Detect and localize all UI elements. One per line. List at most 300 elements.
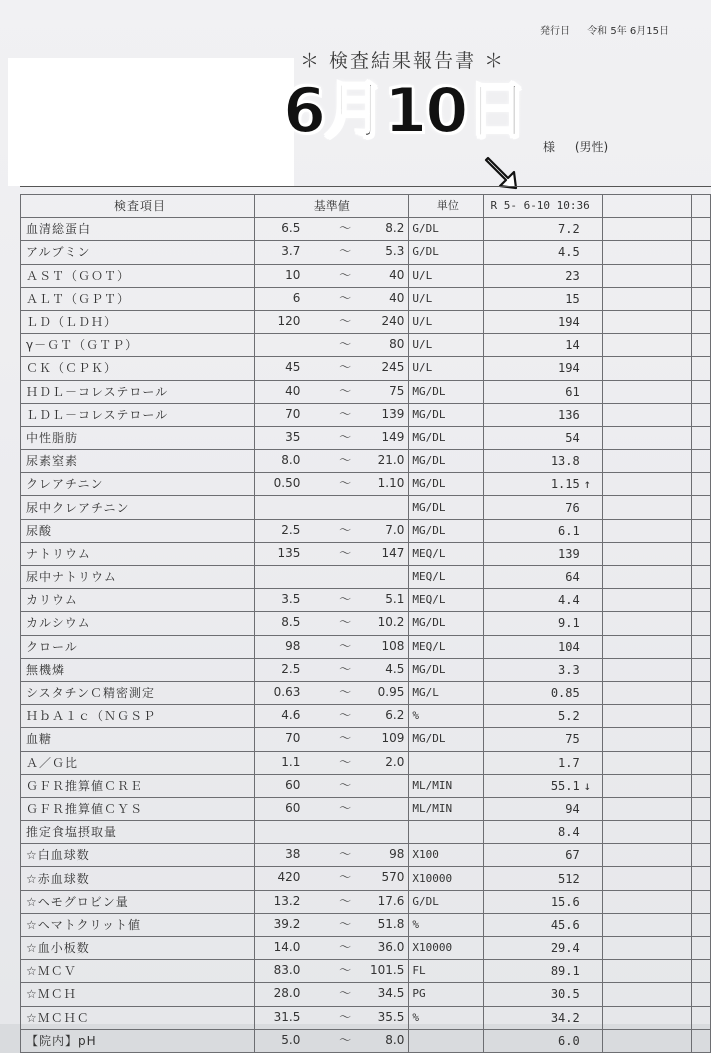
reference-range [255, 380, 409, 403]
ref-high: 35.5 [377, 1009, 405, 1024]
col-ref-header: 基準値 [255, 195, 409, 218]
result-cell [484, 334, 602, 357]
result-cell [484, 821, 602, 844]
empty-cell [602, 728, 691, 751]
table-row [21, 450, 711, 473]
empty-cell [602, 635, 691, 658]
result-cell [484, 310, 602, 333]
table-row [21, 589, 711, 612]
ref-low: 2.5 [281, 661, 301, 676]
test-name: 尿酸 [21, 519, 255, 542]
result-cell [484, 797, 602, 820]
reference-range [255, 1006, 409, 1029]
ref-tilde: ～ [339, 684, 352, 699]
empty-cell [602, 797, 691, 820]
empty-cell [691, 380, 710, 403]
results-table [20, 194, 711, 1053]
unit: MEQ/L [409, 566, 484, 589]
unit [409, 751, 484, 774]
ref-tilde: ～ [339, 777, 352, 792]
redacted-patient-box [8, 58, 294, 186]
ref-low: 38 [285, 847, 301, 862]
result-cell [484, 287, 602, 310]
result-value: 3.3 [558, 662, 580, 677]
unit: MEQ/L [409, 635, 484, 658]
result-value: 1.15 [550, 477, 580, 492]
result-value: 61 [565, 384, 580, 399]
empty-cell [602, 566, 691, 589]
reference-range [255, 751, 409, 774]
reference-range [255, 844, 409, 867]
reference-range [255, 1029, 409, 1052]
reference-range [255, 542, 409, 565]
ref-low: 3.5 [281, 592, 301, 607]
reference-range [255, 681, 409, 704]
result-cell [484, 681, 602, 704]
test-name: ＬＤＬ－コレステロール [21, 403, 255, 426]
test-name: ☆ヘモグロビン量 [21, 890, 255, 913]
ref-high: 10.2 [377, 615, 405, 630]
ref-low: 70 [285, 406, 301, 421]
ref-high: 51.8 [377, 916, 405, 931]
ref-high: 5.1 [385, 592, 405, 607]
test-name: シスタチンＣ精密測定 [21, 681, 255, 704]
result-value: 15 [565, 291, 580, 306]
reference-range [255, 913, 409, 936]
empty-cell [691, 566, 710, 589]
table-row [21, 542, 711, 565]
ref-high: 80 [389, 337, 405, 352]
ref-high: 98 [389, 847, 405, 862]
ref-tilde: ～ [339, 893, 352, 908]
ref-high: 245 [381, 360, 405, 375]
ref-high: 7.0 [385, 522, 405, 537]
issue-date: 令和 5年 6月15日 [587, 26, 669, 37]
ref-low: 2.5 [281, 522, 301, 537]
ref-high: 2.0 [385, 754, 405, 769]
ref-high: 101.5 [369, 963, 405, 978]
reference-range [255, 450, 409, 473]
empty-cell [691, 1029, 710, 1052]
test-name: アルブミン [21, 241, 255, 264]
ref-tilde: ～ [339, 267, 352, 282]
empty-cell [602, 751, 691, 774]
ref-tilde: ～ [339, 731, 352, 746]
ref-low: 135 [277, 545, 301, 560]
reference-range [255, 821, 409, 844]
empty-cell [691, 681, 710, 704]
unit: MG/DL [409, 519, 484, 542]
empty-cell [691, 960, 710, 983]
ref-tilde: ～ [339, 661, 352, 676]
test-name: カリウム [21, 589, 255, 612]
table-row [21, 310, 711, 333]
ref-tilde: ～ [339, 847, 352, 862]
result-cell [484, 403, 602, 426]
unit: MG/DL [409, 473, 484, 496]
empty-cell [691, 473, 710, 496]
ref-low: 0.50 [273, 476, 301, 491]
unit: % [409, 705, 484, 728]
result-value: 6.0 [558, 1033, 580, 1048]
table-row [21, 403, 711, 426]
result-value: 194 [558, 361, 580, 376]
empty-cell [602, 658, 691, 681]
table-row [21, 821, 711, 844]
result-value: 136 [558, 407, 580, 422]
reference-range [255, 589, 409, 612]
empty-cell [602, 542, 691, 565]
table-row [21, 241, 711, 264]
ref-tilde: ～ [339, 638, 352, 653]
empty-cell [691, 403, 710, 426]
result-cell [484, 1006, 602, 1029]
result-value: 8.4 [558, 825, 580, 840]
empty-cell [691, 426, 710, 449]
empty-cell [691, 913, 710, 936]
unit: U/L [409, 310, 484, 333]
result-value: 64 [565, 570, 580, 585]
ref-tilde: ～ [339, 337, 352, 352]
unit: MG/DL [409, 380, 484, 403]
ref-high: 17.6 [377, 893, 405, 908]
empty-cell [602, 1029, 691, 1052]
ref-tilde: ～ [339, 476, 352, 491]
reference-range [255, 960, 409, 983]
ref-tilde: ～ [339, 963, 352, 978]
result-value: 34.2 [550, 1010, 580, 1025]
table-row [21, 1029, 711, 1052]
test-name: ☆赤血球数 [21, 867, 255, 890]
empty-cell [602, 473, 691, 496]
empty-cell [691, 774, 710, 797]
table-row [21, 983, 711, 1006]
result-cell [484, 705, 602, 728]
ref-high: 1.10 [377, 476, 405, 491]
ref-low: 31.5 [273, 1009, 301, 1024]
unit: MEQ/L [409, 589, 484, 612]
test-name: ＬＤ（ＬＤＨ） [21, 310, 255, 333]
ref-tilde: ～ [339, 1009, 352, 1024]
empty-cell [602, 380, 691, 403]
ref-low: 60 [285, 800, 301, 815]
ref-tilde: ～ [339, 592, 352, 607]
result-cell [484, 542, 602, 565]
result-cell [484, 658, 602, 681]
empty-cell [602, 890, 691, 913]
unit: ML/MIN [409, 774, 484, 797]
reference-range [255, 426, 409, 449]
empty-cell [602, 589, 691, 612]
table-row [21, 913, 711, 936]
unit: MG/DL [409, 450, 484, 473]
reference-range [255, 403, 409, 426]
reference-range [255, 705, 409, 728]
ref-high: 34.5 [377, 986, 405, 1001]
ref-high: 6.2 [385, 708, 405, 723]
test-name: 血清総蛋白 [21, 218, 255, 241]
table-row [21, 357, 711, 380]
empty-cell [602, 612, 691, 635]
result-cell [484, 635, 602, 658]
test-name: 無機燐 [21, 658, 255, 681]
result-value: 7.2 [558, 222, 580, 237]
table-row [21, 797, 711, 820]
unit: MEQ/L [409, 542, 484, 565]
result-cell [484, 612, 602, 635]
result-value: 9.1 [558, 616, 580, 631]
table-row [21, 334, 711, 357]
empty-cell [691, 241, 710, 264]
ref-high: 0.95 [377, 684, 405, 699]
test-name: カルシウム [21, 612, 255, 635]
table-row [21, 728, 711, 751]
result-cell [484, 473, 602, 496]
reference-range [255, 937, 409, 960]
unit: MG/L [409, 681, 484, 704]
test-name: ＨｂＡ１ｃ（ＮＧＳＰ [21, 705, 255, 728]
empty-cell [602, 426, 691, 449]
empty-cell [691, 890, 710, 913]
test-name: 尿素窒素 [21, 450, 255, 473]
issue-label: 発行日 [540, 26, 570, 37]
empty-cell [691, 519, 710, 542]
test-name: 推定食塩摂取量 [21, 821, 255, 844]
ref-high: 75 [389, 383, 405, 398]
table-row [21, 612, 711, 635]
test-name: ＧＦＲ推算値ＣＲＥ [21, 774, 255, 797]
ref-high: 147 [381, 545, 405, 560]
ref-low: 3.7 [281, 244, 301, 259]
ref-tilde: ～ [339, 940, 352, 954]
ref-tilde: ～ [339, 545, 352, 560]
result-cell [484, 913, 602, 936]
ref-tilde: ～ [339, 244, 352, 259]
empty-cell [691, 635, 710, 658]
result-cell [484, 426, 602, 449]
result-value: 104 [558, 639, 580, 654]
result-value: 94 [565, 801, 580, 816]
empty-cell [602, 774, 691, 797]
ref-high: 40 [389, 290, 405, 305]
empty-cell [691, 705, 710, 728]
result-value: 55.1 [550, 778, 580, 793]
ref-low: 13.2 [273, 893, 301, 908]
empty-cell [691, 797, 710, 820]
reference-range [255, 264, 409, 287]
empty-cell [602, 450, 691, 473]
empty-cell [691, 821, 710, 844]
result-cell [484, 867, 602, 890]
reference-range [255, 310, 409, 333]
unit: PG [409, 983, 484, 1006]
unit: MG/DL [409, 612, 484, 635]
empty-cell [691, 334, 710, 357]
unit [409, 1029, 484, 1052]
test-name: ☆白血球数 [21, 844, 255, 867]
ref-high: 240 [381, 313, 405, 328]
ref-tilde: ～ [339, 708, 352, 723]
reference-range [255, 983, 409, 1006]
ref-tilde: ～ [339, 522, 352, 537]
test-name: 血糖 [21, 728, 255, 751]
table-row [21, 658, 711, 681]
empty-cell [602, 218, 691, 241]
result-value: 0.85 [550, 686, 580, 701]
ref-low: 120 [277, 313, 301, 328]
result-value: 67 [565, 848, 580, 863]
table-row [21, 774, 711, 797]
ref-tilde: ～ [339, 383, 352, 398]
ref-low: 4.6 [281, 708, 301, 723]
unit: MG/DL [409, 496, 484, 519]
ref-tilde: ～ [339, 360, 352, 375]
empty-cell [691, 728, 710, 751]
ref-high: 4.5 [385, 661, 405, 676]
ref-high: 40 [389, 267, 405, 282]
test-name: クロール [21, 635, 255, 658]
test-name: Ａ／Ｇ比 [21, 751, 255, 774]
results-body [21, 218, 711, 1053]
empty-cell [691, 844, 710, 867]
table-row [21, 473, 711, 496]
result-cell [484, 890, 602, 913]
test-name: 【院内】pH [21, 1029, 255, 1052]
ref-tilde: ～ [339, 754, 352, 769]
result-value: 4.5 [558, 245, 580, 260]
ref-high: 149 [381, 429, 405, 444]
empty-cell [602, 913, 691, 936]
ref-low: 6 [292, 290, 301, 305]
ref-tilde: ～ [339, 290, 352, 305]
ref-high: 8.0 [385, 1032, 405, 1047]
empty-cell [602, 241, 691, 264]
unit: MG/DL [409, 403, 484, 426]
result-cell [484, 218, 602, 241]
result-value: 194 [558, 315, 580, 330]
empty-cell [602, 357, 691, 380]
col-result-header: R 5- 6-10 10:36 [484, 195, 602, 218]
ref-tilde: ～ [339, 870, 352, 885]
empty-cell [691, 867, 710, 890]
ref-high: 36.0 [377, 940, 405, 954]
empty-cell [602, 334, 691, 357]
ref-low: 45 [285, 360, 301, 375]
reference-range [255, 728, 409, 751]
empty-cell [691, 450, 710, 473]
reference-range [255, 473, 409, 496]
reference-range [255, 218, 409, 241]
result-cell [484, 566, 602, 589]
reference-range [255, 658, 409, 681]
result-value: 30.5 [550, 987, 580, 1002]
empty-cell [691, 612, 710, 635]
reference-range [255, 774, 409, 797]
ref-low: 8.5 [281, 615, 301, 630]
reference-range [255, 867, 409, 890]
result-value: 14 [565, 338, 580, 353]
empty-cell [691, 937, 710, 960]
ref-low: 98 [285, 638, 301, 653]
test-name: 中性脂肪 [21, 426, 255, 449]
result-value: 512 [558, 871, 580, 886]
result-value: 6.1 [558, 523, 580, 538]
test-name: クレアチニン [21, 473, 255, 496]
result-cell [484, 728, 602, 751]
table-header-row [21, 195, 711, 218]
result-value: 54 [565, 430, 580, 445]
ref-tilde: ～ [339, 453, 352, 468]
empty-cell [602, 496, 691, 519]
ref-high: 5.3 [385, 244, 405, 259]
table-row [21, 496, 711, 519]
table-row [21, 867, 711, 890]
reference-range [255, 635, 409, 658]
test-name: ＨＤＬ－コレステロール [21, 380, 255, 403]
result-value: 76 [565, 500, 580, 515]
table-row [21, 566, 711, 589]
ref-low: 1.1 [281, 754, 301, 769]
result-flag: ↑ [583, 477, 591, 492]
issue-date-line [540, 22, 683, 37]
unit: G/DL [409, 241, 484, 264]
reference-range [255, 612, 409, 635]
unit: MG/DL [409, 426, 484, 449]
result-cell [484, 937, 602, 960]
result-value: 1.7 [558, 755, 580, 770]
unit: U/L [409, 357, 484, 380]
result-value: 15.6 [550, 894, 580, 909]
reference-range [255, 287, 409, 310]
col-unit-header: 単位 [409, 195, 484, 218]
result-value: 75 [565, 732, 580, 747]
unit: ML/MIN [409, 797, 484, 820]
reference-range [255, 334, 409, 357]
ref-high: 139 [381, 406, 405, 421]
sex-label: (男性) [574, 140, 609, 154]
header-rule [20, 186, 711, 187]
empty-cell [691, 310, 710, 333]
empty-cell [602, 705, 691, 728]
empty-cell [602, 403, 691, 426]
test-name: ＧＦＲ推算値ＣＹＳ [21, 797, 255, 820]
empty-cell [602, 264, 691, 287]
result-value: 23 [565, 268, 580, 283]
unit: G/DL [409, 218, 484, 241]
table-row [21, 1006, 711, 1029]
ref-low: 35 [285, 429, 301, 444]
empty-cell [691, 542, 710, 565]
ref-low: 10 [285, 267, 301, 282]
empty-cell [691, 357, 710, 380]
empty-cell [602, 867, 691, 890]
result-value: 13.8 [550, 454, 580, 469]
result-cell [484, 496, 602, 519]
ref-low: 39.2 [273, 916, 301, 931]
table-row [21, 426, 711, 449]
unit: % [409, 913, 484, 936]
ref-low: 420 [277, 870, 301, 885]
table-row [21, 844, 711, 867]
table-row [21, 218, 711, 241]
patient-line [527, 138, 608, 155]
result-value: 29.4 [550, 941, 580, 956]
ref-low: 60 [285, 777, 301, 792]
result-cell [484, 589, 602, 612]
result-value: 139 [558, 546, 580, 561]
test-name: ナトリウム [21, 542, 255, 565]
ref-low: 28.0 [273, 986, 301, 1001]
